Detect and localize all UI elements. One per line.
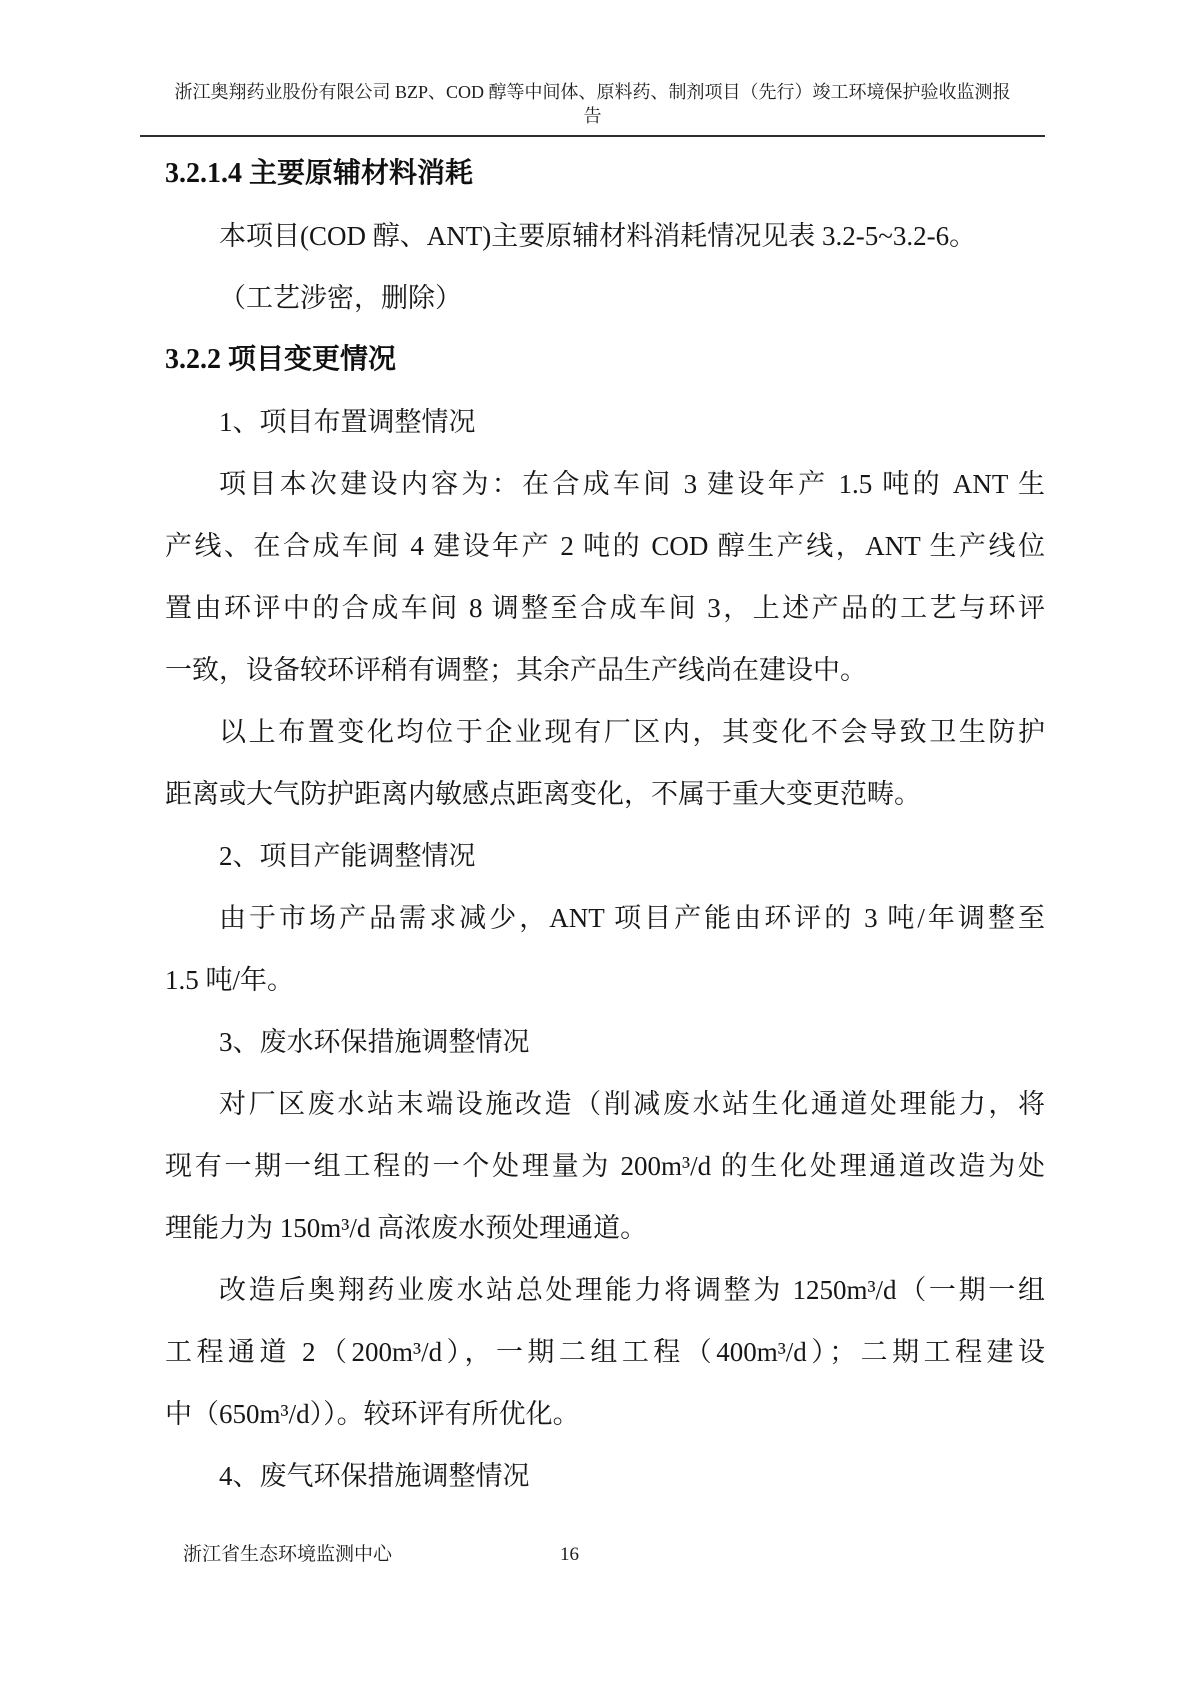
- paragraph-line: 1、项目布置调整情况: [219, 407, 476, 437]
- paragraph-line: 置由环评中的合成车间 8 调整至合成车间 3，上述产品的工艺与环评: [165, 593, 1045, 623]
- paragraph-line: 3、废水环保措施调整情况: [219, 1027, 530, 1057]
- page-number: 16: [560, 1544, 579, 1565]
- section-heading: 3.2.1.4 主要原辅材料消耗: [165, 158, 474, 189]
- paragraph-line: 工程通道 2（200m³/d），一期二组工程（400m³/d）；二期工程建设: [165, 1337, 1045, 1367]
- paragraph-line: 一致，设备较环评稍有调整；其余产品生产线尚在建设中。: [165, 655, 867, 685]
- page-footer: [165, 1542, 1045, 1568]
- header-title-line2: 告: [583, 106, 602, 126]
- paragraph-line: 中（650m³/d））。较环评有所优化。: [165, 1399, 580, 1429]
- paragraph-line: 1.5 吨/年。: [165, 965, 295, 995]
- page-header: [140, 80, 1045, 137]
- paragraph-line: 4、废气环保措施调整情况: [219, 1461, 530, 1491]
- paragraph-line: 距离或大气防护距离内敏感点距离变化，不属于重大变更范畴。: [165, 779, 921, 809]
- paragraph-line: 现有一期一组工程的一个处理量为 200m³/d 的生化处理通道改造为处: [165, 1151, 1045, 1181]
- paragraph-line: 由于市场产品需求减少，ANT 项目产能由环评的 3 吨/年调整至: [219, 903, 1045, 933]
- paragraph-line: 改造后奥翔药业废水站总处理能力将调整为 1250m³/d（一期一组: [219, 1275, 1045, 1305]
- paragraph-line: 产线、在合成车间 4 建设年产 2 吨的 COD 醇生产线，ANT 生产线位: [165, 531, 1045, 561]
- paragraph-line: 本项目(COD 醇、ANT)主要原辅材料消耗情况见表 3.2-5~3.2-6。: [219, 221, 977, 251]
- section-heading: 3.2.2 项目变更情况: [165, 344, 397, 375]
- document-body: [165, 143, 1045, 1507]
- footer-organization: 浙江省生态环境监测中心: [183, 1544, 393, 1565]
- paragraph-line: （工艺涉密，删除）: [219, 283, 462, 313]
- header-title-line1: 浙江奥翔药业股份有限公司 BZP、COD 醇等中间体、原料药、制剂项目（先行）竣工环境保护验收监测报: [174, 82, 1011, 102]
- paragraph-line: 对厂区废水站末端设施改造（削减废水站生化通道处理能力，将: [219, 1089, 1045, 1119]
- paragraph-line: 以上布置变化均位于企业现有厂区内，其变化不会导致卫生防护: [219, 717, 1045, 747]
- paragraph-line: 理能力为 150m³/d 高浓废水预处理通道。: [165, 1213, 648, 1243]
- paragraph-line: 项目本次建设内容为：在合成车间 3 建设年产 1.5 吨的 ANT 生: [219, 469, 1045, 499]
- paragraph-line: 2、项目产能调整情况: [219, 841, 476, 871]
